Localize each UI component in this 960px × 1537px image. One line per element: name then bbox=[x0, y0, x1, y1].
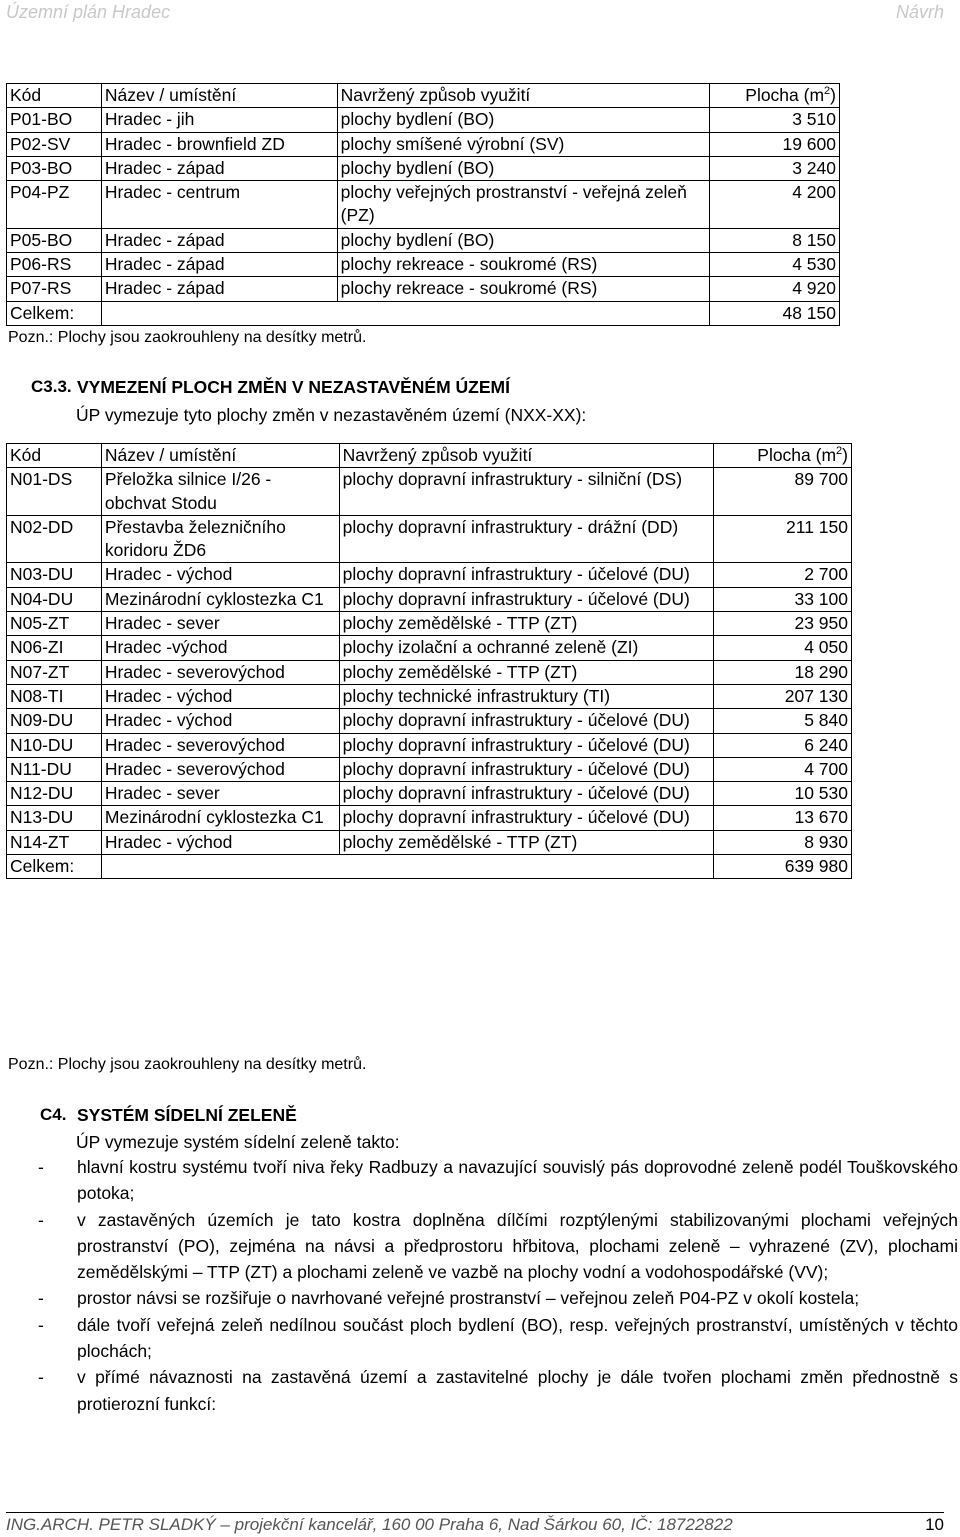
cell-name: Hradec - západ bbox=[101, 277, 337, 301]
table-row bbox=[7, 612, 852, 636]
total-label: Celkem: bbox=[7, 301, 102, 325]
total-value: 639 980 bbox=[714, 855, 852, 879]
table-plochy-zmen bbox=[6, 443, 852, 879]
cell-usage: plochy technické infrastruktury (TI) bbox=[339, 684, 713, 708]
cell-usage: plochy dopravní infrastruktury - drážní (DD) bbox=[339, 515, 713, 563]
greenery-list bbox=[36, 1154, 958, 1417]
table-row bbox=[7, 468, 852, 516]
cell-name: Hradec - jih bbox=[101, 108, 337, 132]
total-empty bbox=[101, 855, 713, 879]
list-item bbox=[36, 1364, 958, 1417]
cell-code: N13-DU bbox=[7, 806, 102, 830]
cell-code: N04-DU bbox=[7, 587, 102, 611]
table-header-row bbox=[7, 444, 852, 468]
table-row bbox=[7, 782, 852, 806]
header-area-exponent: 2 bbox=[824, 85, 831, 98]
total-label: Celkem: bbox=[7, 855, 102, 879]
document-status: Návrh bbox=[895, 2, 944, 22]
page-header bbox=[6, 2, 944, 26]
cell-area: 19 600 bbox=[710, 132, 840, 156]
cell-name: Hradec -východ bbox=[101, 636, 339, 660]
cell-code: P06-RS bbox=[7, 253, 102, 277]
cell-area: 8 150 bbox=[710, 228, 840, 252]
area-rounding-note: Pozn.: Plochy jsou zaokrouhleny na desítky metrů. bbox=[8, 329, 367, 346]
cell-area: 89 700 bbox=[714, 468, 852, 516]
list-item-text: dále tvoří veřejná zeleň nedílnou součást ploch bydlení (BO), resp. veřejných prostranství, umístěných v těchto plochách; bbox=[77, 1314, 958, 1362]
table-total-row bbox=[7, 301, 840, 325]
cell-usage: plochy smíšené výrobní (SV) bbox=[337, 132, 709, 156]
table1-body bbox=[7, 84, 840, 326]
cell-usage: plochy rekreace - soukromé (RS) bbox=[337, 253, 709, 277]
cell-code: N01-DS bbox=[7, 468, 102, 516]
header-area-exponent: 2 bbox=[836, 445, 843, 458]
bullet-dash: - bbox=[38, 1367, 44, 1388]
footer-company: ING.ARCH. PETR SLADKÝ – projekční kancelář, 160 00 Praha 6, Nad Šárkou 60, IČ: 18722822 bbox=[6, 1515, 733, 1534]
header-usage: Navržený způsob využití bbox=[339, 444, 713, 468]
header-usage: Navržený způsob využití bbox=[337, 84, 709, 108]
cell-code: P01-BO bbox=[7, 108, 102, 132]
cell-name: Hradec - východ bbox=[101, 563, 339, 587]
cell-usage: plochy zemědělské - TTP (ZT) bbox=[339, 612, 713, 636]
table-row bbox=[7, 806, 852, 830]
cell-area: 3 240 bbox=[710, 156, 840, 180]
bullet-dash: - bbox=[38, 1314, 44, 1335]
cell-name: Hradec - severovýchod bbox=[101, 660, 339, 684]
cell-usage: plochy bydlení (BO) bbox=[337, 156, 709, 180]
cell-area: 8 930 bbox=[714, 830, 852, 854]
cell-code: P07-RS bbox=[7, 277, 102, 301]
section-intro: ÚP vymezuje tyto plochy změn v nezastavěném území (NXX-XX): bbox=[76, 405, 587, 425]
cell-usage: plochy dopravní infrastruktury - účelové (DU) bbox=[339, 563, 713, 587]
table-zastavitelne-plochy bbox=[6, 83, 840, 326]
table-total-row bbox=[7, 855, 852, 879]
list-item bbox=[36, 1207, 958, 1286]
cell-code: N03-DU bbox=[7, 563, 102, 587]
cell-usage: plochy zemědělské - TTP (ZT) bbox=[339, 830, 713, 854]
cell-name: Přestavba železničního koridoru ŽD6 bbox=[101, 515, 339, 563]
cell-code: N12-DU bbox=[7, 782, 102, 806]
cell-area: 33 100 bbox=[714, 587, 852, 611]
cell-code: N10-DU bbox=[7, 733, 102, 757]
cell-usage: plochy rekreace - soukromé (RS) bbox=[337, 277, 709, 301]
cell-area: 18 290 bbox=[714, 660, 852, 684]
section-title: VYMEZENÍ PLOCH ZMĚN V NEZASTAVĚNÉM ÚZEMÍ bbox=[77, 377, 510, 397]
cell-area: 5 840 bbox=[714, 709, 852, 733]
cell-name: Hradec - sever bbox=[101, 612, 339, 636]
bullet-dash: - bbox=[38, 1209, 44, 1230]
cell-usage: plochy veřejných prostranství - veřejná zeleň (PZ) bbox=[337, 181, 709, 229]
cell-area: 211 150 bbox=[714, 515, 852, 563]
cell-area: 4 530 bbox=[710, 253, 840, 277]
area-rounding-note: Pozn.: Plochy jsou zaokrouhleny na desítky metrů. bbox=[8, 1056, 367, 1073]
table-row bbox=[7, 636, 852, 660]
page-footer bbox=[6, 1512, 944, 1537]
header-area bbox=[714, 444, 852, 468]
cell-name: Hradec - východ bbox=[101, 684, 339, 708]
table-row bbox=[7, 132, 840, 156]
document-title: Územní plán Hradec bbox=[6, 2, 171, 22]
header-area-close: ) bbox=[842, 445, 848, 465]
table-row bbox=[7, 156, 840, 180]
cell-code: N08-TI bbox=[7, 684, 102, 708]
list-item-text: hlavní kostru systému tvoří niva řeky Radbuzy a navazující souvislý pás doprovodné zeleně podél Touškovského potoka; bbox=[77, 1157, 958, 1204]
cell-code: P03-BO bbox=[7, 156, 102, 180]
cell-code: N11-DU bbox=[7, 757, 102, 781]
total-value: 48 150 bbox=[710, 301, 840, 325]
cell-area: 4 050 bbox=[714, 636, 852, 660]
section-number: C3.3. bbox=[31, 377, 72, 396]
list-item-text: v zastavěných územích je tato kostra doplněna dílčími rozptýlenými stabilizovanými plochami veřejných prostranství (PO), zejména na návsi a předprostoru hřbitova, plochami zeleně – vyhrazené (ZV), plochami zemědělskými – TTP (ZT) a plochami zeleně ve vazbě na plochy vodní a vodohospodářské (VV); bbox=[77, 1209, 958, 1283]
cell-area: 3 510 bbox=[710, 108, 840, 132]
cell-area: 10 530 bbox=[714, 782, 852, 806]
cell-usage: plochy dopravní infrastruktury - účelové (DU) bbox=[339, 587, 713, 611]
table-row bbox=[7, 733, 852, 757]
bullet-dash: - bbox=[38, 1288, 44, 1309]
cell-code: N05-ZT bbox=[7, 612, 102, 636]
table2-body bbox=[7, 444, 852, 879]
table-row bbox=[7, 830, 852, 854]
cell-code: P02-SV bbox=[7, 132, 102, 156]
cell-area: 23 950 bbox=[714, 612, 852, 636]
list-item-text: v přímé návaznosti na zastavěná území a zastavitelné plochy je dále tvořen plochami změn přednostně s protierozní funkcí: bbox=[77, 1367, 958, 1414]
header-name: Název / umístění bbox=[101, 444, 339, 468]
cell-usage: plochy bydlení (BO) bbox=[337, 108, 709, 132]
cell-name: Hradec - západ bbox=[101, 156, 337, 180]
header-area bbox=[710, 84, 840, 108]
table-row bbox=[7, 660, 852, 684]
list-item bbox=[36, 1154, 958, 1207]
header-area-label: Plocha (m bbox=[757, 445, 837, 465]
table-row bbox=[7, 684, 852, 708]
table-row bbox=[7, 181, 840, 229]
header-area-label: Plocha (m bbox=[745, 85, 825, 105]
table-row bbox=[7, 563, 852, 587]
list-item bbox=[36, 1285, 958, 1311]
cell-area: 2 700 bbox=[714, 563, 852, 587]
list-item bbox=[36, 1312, 958, 1365]
header-name: Název / umístění bbox=[101, 84, 337, 108]
cell-usage: plochy dopravní infrastruktury - účelové (DU) bbox=[339, 733, 713, 757]
page-number: 10 bbox=[925, 1515, 944, 1534]
cell-name: Hradec - severovýchod bbox=[101, 733, 339, 757]
cell-code: P05-BO bbox=[7, 228, 102, 252]
cell-area: 4 920 bbox=[710, 277, 840, 301]
cell-usage: plochy dopravní infrastruktury - účelové (DU) bbox=[339, 806, 713, 830]
cell-name: Hradec - východ bbox=[101, 709, 339, 733]
table-row bbox=[7, 253, 840, 277]
cell-area: 207 130 bbox=[714, 684, 852, 708]
cell-name: Přeložka silnice I/26 - obchvat Stodu bbox=[101, 468, 339, 516]
cell-name: Hradec - východ bbox=[101, 830, 339, 854]
bullet-dash: - bbox=[38, 1157, 44, 1177]
table-row bbox=[7, 757, 852, 781]
cell-usage: plochy bydlení (BO) bbox=[337, 228, 709, 252]
cell-code: N14-ZT bbox=[7, 830, 102, 854]
cell-code: N09-DU bbox=[7, 709, 102, 733]
cell-name: Hradec - severovýchod bbox=[101, 757, 339, 781]
cell-usage: plochy izolační a ochranné zeleně (ZI) bbox=[339, 636, 713, 660]
table-row bbox=[7, 587, 852, 611]
table-row bbox=[7, 515, 852, 563]
cell-code: N07-ZT bbox=[7, 660, 102, 684]
section-intro: ÚP vymezuje systém sídelní zeleně takto: bbox=[76, 1132, 400, 1152]
total-empty bbox=[101, 301, 709, 325]
cell-code: P04-PZ bbox=[7, 181, 102, 229]
table-header-row bbox=[7, 84, 840, 108]
table-row bbox=[7, 108, 840, 132]
cell-area: 4 200 bbox=[710, 181, 840, 229]
cell-name: Hradec - brownfield ZD bbox=[101, 132, 337, 156]
cell-name: Hradec - centrum bbox=[101, 181, 337, 229]
cell-usage: plochy dopravní infrastruktury - účelové (DU) bbox=[339, 757, 713, 781]
header-code: Kód bbox=[7, 444, 102, 468]
section-title: SYSTÉM SÍDELNÍ ZELENĚ bbox=[77, 1105, 297, 1125]
header-area-close: ) bbox=[830, 85, 836, 105]
cell-area: 13 670 bbox=[714, 806, 852, 830]
cell-code: N02-DD bbox=[7, 515, 102, 563]
cell-usage: plochy dopravní infrastruktury - účelové (DU) bbox=[339, 782, 713, 806]
cell-usage: plochy dopravní infrastruktury - účelové (DU) bbox=[339, 709, 713, 733]
table-row bbox=[7, 228, 840, 252]
header-code: Kód bbox=[7, 84, 102, 108]
cell-name: Hradec - západ bbox=[101, 228, 337, 252]
cell-name: Hradec - západ bbox=[101, 253, 337, 277]
table-row bbox=[7, 277, 840, 301]
cell-usage: plochy dopravní infrastruktury - silniční (DS) bbox=[339, 468, 713, 516]
cell-code: N06-ZI bbox=[7, 636, 102, 660]
cell-name: Hradec - sever bbox=[101, 782, 339, 806]
cell-usage: plochy zemědělské - TTP (ZT) bbox=[339, 660, 713, 684]
cell-area: 6 240 bbox=[714, 733, 852, 757]
section-number: C4. bbox=[40, 1105, 67, 1124]
list-item-text: prostor návsi se rozšiřuje o navrhované veřejné prostranství – veřejnou zeleň P04-PZ v okolí kostela; bbox=[77, 1288, 860, 1309]
table-row bbox=[7, 709, 852, 733]
cell-name: Mezinárodní cyklostezka C1 bbox=[101, 587, 339, 611]
cell-area: 4 700 bbox=[714, 757, 852, 781]
cell-name: Mezinárodní cyklostezka C1 bbox=[101, 806, 339, 830]
